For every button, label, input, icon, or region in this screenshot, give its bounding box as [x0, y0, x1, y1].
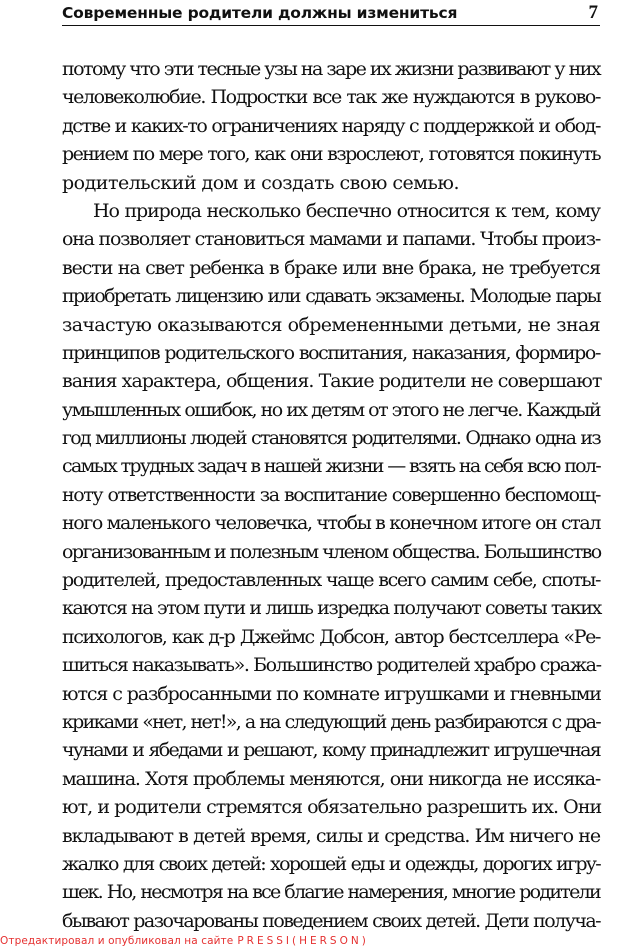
text-line: организованным и полезным членом общества. Большинство: [62, 540, 601, 563]
paragraph-2: [62, 197, 600, 935]
text-line: самых трудных задач в нашей жизни — взять на себя всю пол-: [62, 455, 600, 478]
text-line: родителей, предоставленных чаще всего самим себе, споты-: [62, 569, 600, 592]
text-line: умышленных ошибок, но их детям от этого не легче. Каждый: [62, 398, 600, 421]
text-line: вкладывают в детей время, силы и средства. Им ничего не: [62, 824, 600, 847]
text-line: приобретать лицензию или сдавать экзамены. Молодые пары: [62, 285, 600, 308]
text-line: год миллионы людей становятся родителями. Однако одна из: [62, 427, 600, 450]
watermark-brand: PRESSI(HERSON): [237, 935, 369, 947]
text-line: человеколюбие. Подростки все так же нуждаются в руково-: [62, 86, 600, 109]
text-line: ноту ответственности за воспитание совершенно беспомощ-: [62, 483, 600, 506]
text-line: родительский дом и создать свою семью.: [62, 171, 459, 194]
text-line: ются с разбросанными по комнате игрушками и гневными: [62, 682, 601, 705]
text-line: дстве и каких-то ограничениях наряду с поддержкой и обод-: [62, 114, 600, 137]
publisher-watermark: [0, 935, 369, 947]
text-line: криками «нет, нет!», а на следующий день разбираются с дра-: [62, 710, 600, 733]
paragraph-1: [62, 55, 600, 197]
body-text: [62, 55, 600, 935]
page-number: 7: [588, 2, 598, 23]
text-line: потому что эти тесные узы на заре их жизни развивают у них: [62, 58, 600, 80]
text-line: Но природа несколько беспечно относится к тем, кому: [93, 199, 600, 222]
text-line: шиться наказывать». Большинство родителей храбро сража-: [62, 654, 601, 677]
text-line: психологов, как д-р Джеймс Добсон, автор бестселлера «Ре-: [62, 625, 600, 648]
running-header: [62, 2, 600, 28]
text-line: она позволяет становиться мамами и папами. Чтобы произ-: [62, 228, 600, 251]
text-line: рением по мере того, как они взрослеют, готовятся покинуть: [62, 143, 600, 166]
text-line: шек. Но, несмотря на все благие намерения, многие родители: [62, 881, 600, 904]
running-title: Современные родители должны измениться: [62, 4, 458, 22]
header-rule: [62, 25, 600, 26]
text-line: жалко для своих детей: хорошей еды и одежды, дорогих игру-: [62, 852, 600, 875]
text-line: принципов родительского воспитания, наказания, формиро-: [62, 341, 600, 364]
text-line: зачастую оказываются обремененными детьми, не зная: [62, 313, 600, 336]
text-line: вести на свет ребенка в браке или вне брака, не требуется: [62, 256, 600, 279]
text-line: ют, и родители стремятся обязательно разрешить их. Они: [62, 796, 602, 819]
text-line: машина. Хотя проблемы меняются, они никогда не иссяка-: [62, 767, 600, 790]
text-line: бывают разочарованы поведением своих детей. Дети получа-: [62, 909, 600, 932]
text-line: каются на этом пути и лишь изредка получают советы таких: [62, 597, 601, 620]
text-line: чунами и ябедами и решают, кому принадлежит игрушечная: [62, 739, 600, 762]
text-line: вания характера, общения. Такие родители не совершают: [62, 370, 602, 393]
watermark-note: Отредактировал и опубликовал на сайте: [0, 935, 234, 947]
text-line: ного маленького человечка, чтобы в конечном итоге он стал: [62, 512, 600, 535]
